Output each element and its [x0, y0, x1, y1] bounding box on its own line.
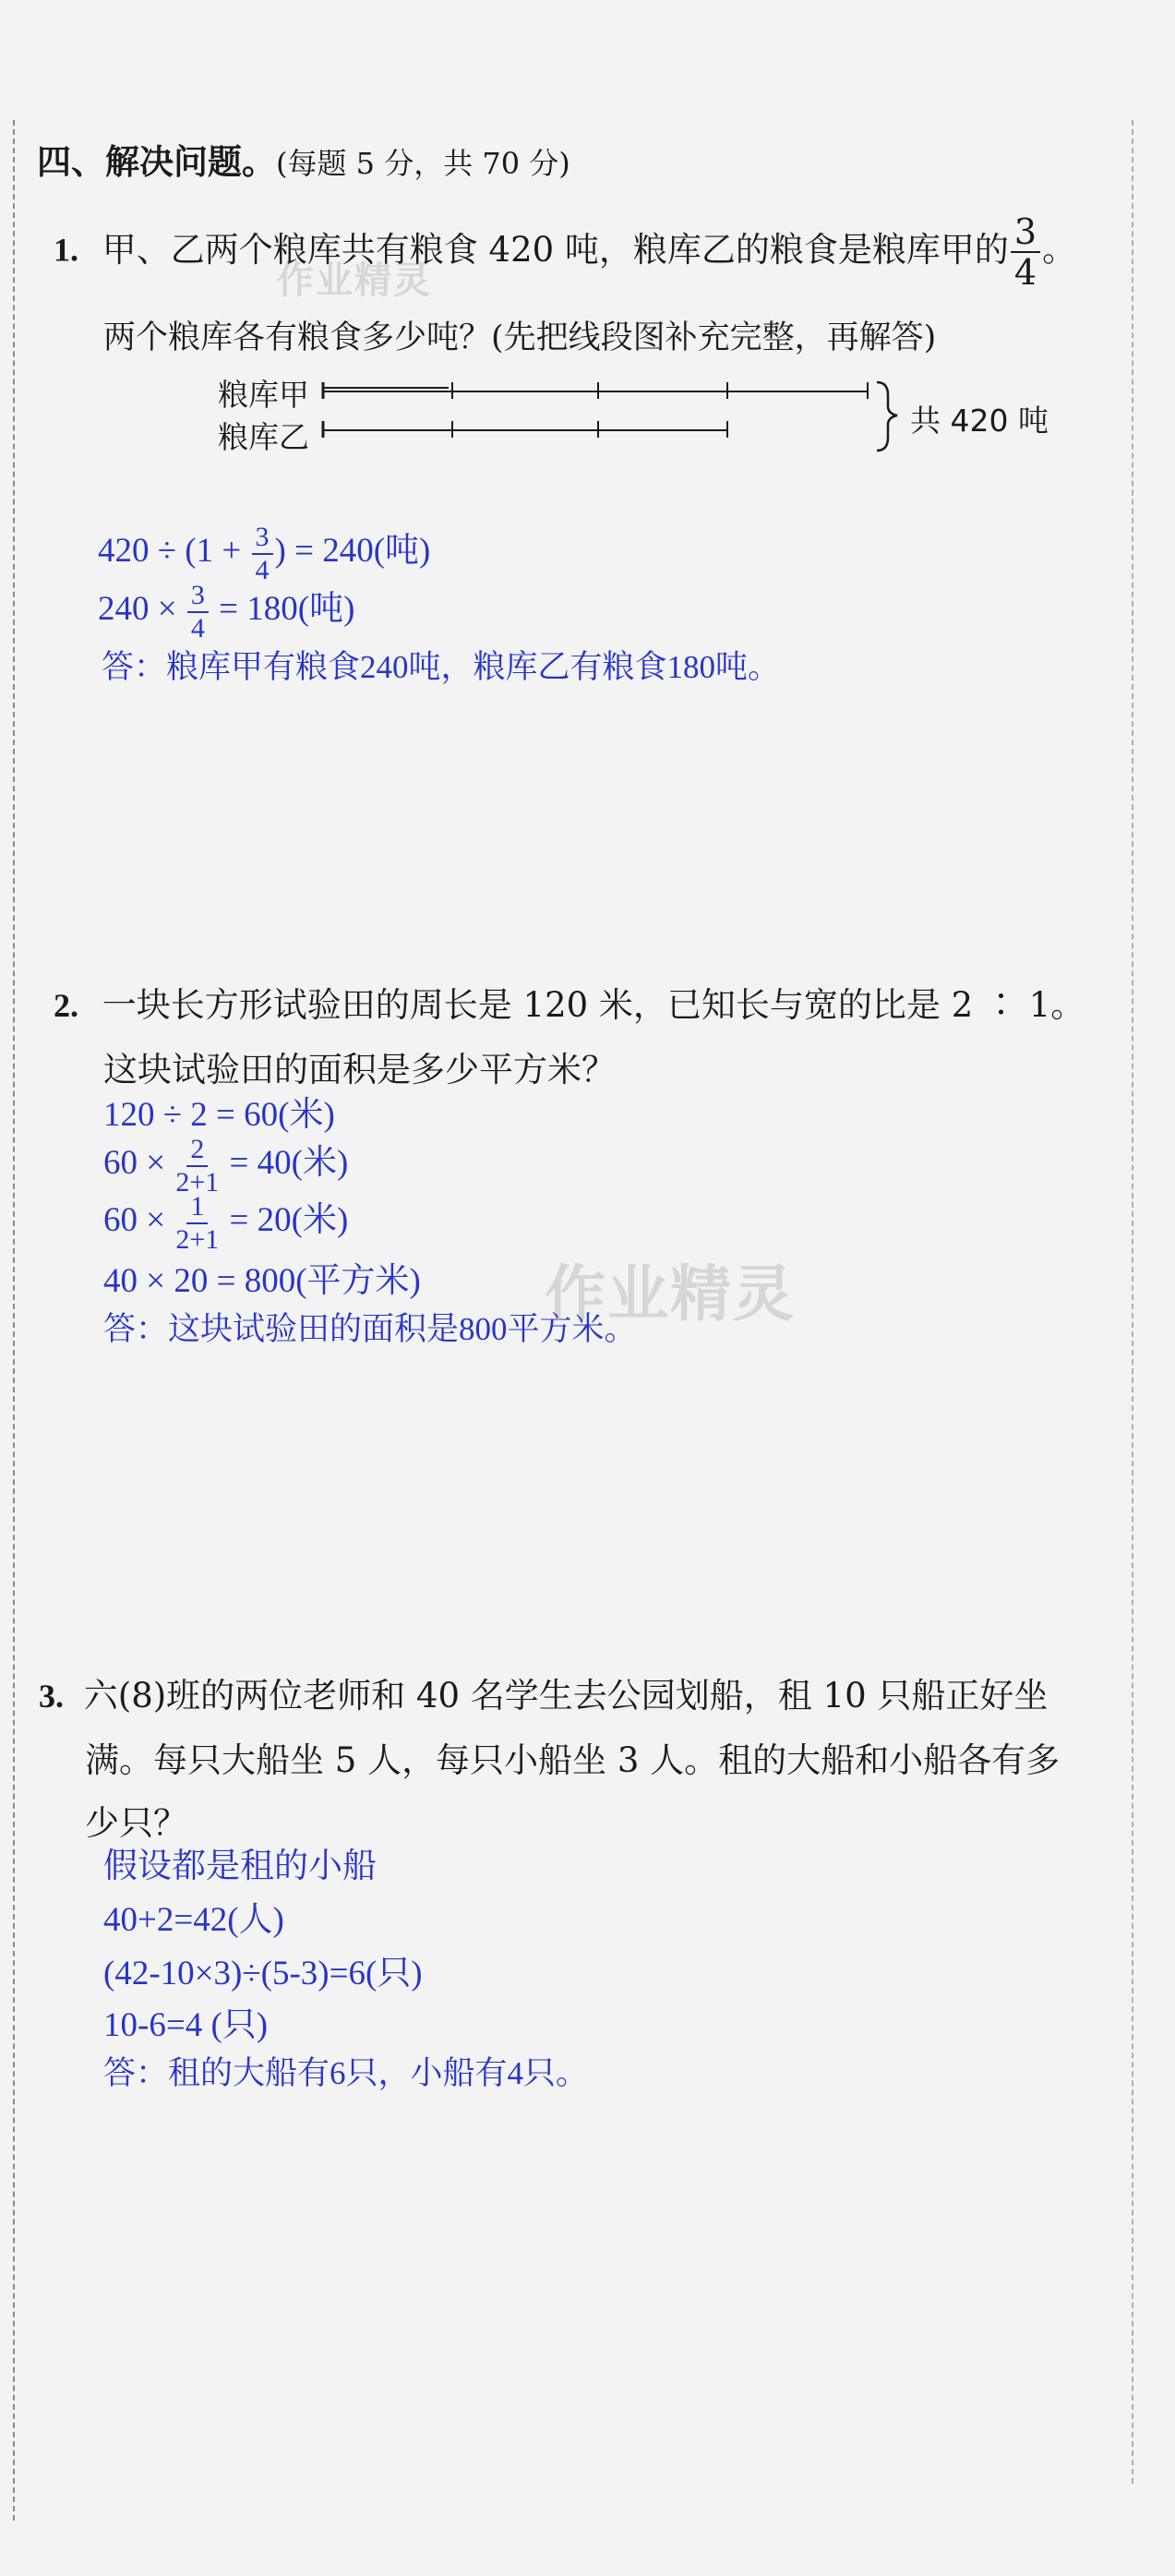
question-3-number: 3. [39, 1678, 64, 1715]
answer-fraction [252, 521, 273, 585]
answer-text: 60 × [103, 1201, 174, 1239]
question-3-line-1 [39, 1667, 1048, 1717]
question-2-line-1 [54, 977, 1085, 1027]
diagram-total-label: 共 420 吨 [910, 403, 1049, 439]
answer-text: = 180(吨) [210, 590, 355, 628]
answer-text: 420 ÷ (1 + [98, 532, 250, 570]
answer-2-line-2 [103, 1134, 348, 1197]
fraction-numerator: 3 [187, 582, 209, 613]
fraction-numerator: 3 [252, 524, 273, 555]
answer-text: 240 × [98, 590, 186, 628]
answer-3-line-5: 答：租的大船有6只，小船有4只。 [103, 2055, 589, 2091]
watermark: 作业精灵 [277, 259, 432, 302]
answer-text: ) = 240(吨) [274, 532, 431, 570]
fraction-denominator: 4 [190, 612, 205, 644]
answer-2-line-5: 答：这块试验田的面积是800平方米。 [103, 1311, 637, 1347]
fraction-denominator: 2+1 [175, 1223, 220, 1255]
question-1-text-a: 甲、乙两个粮库共有粮食 420 吨，粮库乙的粮食是粮库甲的 [102, 229, 1009, 270]
question-1-line-2: 两个粮库各有粮食多少吨？(先把线段图补充完整，再解答) [103, 319, 937, 356]
answer-2-line-4: 40 × 20 = 800(平方米) [103, 1262, 421, 1300]
answer-3-line-3: (42-10×3)÷(5-3)=6(只) [103, 1955, 423, 1992]
question-3-text: 六(8)班的两位老师和 40 名学生去公园划船，租 10 只船正好坐 [83, 1676, 1049, 1715]
diagram-label-b: 粮库乙 [218, 419, 309, 455]
question-1-number: 1. [54, 231, 78, 269]
section-title: 四、解决问题。 [37, 141, 276, 182]
answer-1-line-2 [98, 580, 354, 643]
question-1-text-b: 。 [1042, 229, 1077, 270]
answer-text: = 20(米) [221, 1201, 349, 1239]
question-3-line-3: 少只？ [85, 1803, 187, 1843]
answer-2-line-1: 120 ÷ 2 = 60(米) [103, 1096, 335, 1134]
fraction-numerator: 1 [186, 1193, 208, 1224]
fraction-denominator: 4 [255, 554, 270, 585]
answer-text: 60 × [103, 1144, 174, 1182]
fraction-denominator: 2+1 [175, 1166, 220, 1198]
answer-1-line-3: 答：粮库甲有粮食240吨，粮库乙有粮食180吨。 [102, 649, 781, 685]
left-fold-line [13, 120, 15, 2521]
fraction-denominator: 4 [1013, 252, 1037, 293]
answer-1-line-1 [98, 522, 430, 584]
question-2-line-2: 这块试验田的面积是多少平方米？ [103, 1050, 616, 1089]
answer-text: = 40(米) [221, 1144, 349, 1182]
question-1-fraction [1011, 211, 1040, 293]
question-2-text: 一块长方形试验田的周长是 120 米，已知长与宽的比是 2 ∶ 1。 [102, 985, 1085, 1025]
fraction-numerator: 3 [1011, 214, 1040, 253]
answer-2-line-3 [103, 1191, 348, 1254]
answer-3-line-4: 10-6=4 (只) [103, 2006, 269, 2044]
answer-fraction [175, 1133, 220, 1198]
diagram-brace [877, 382, 897, 451]
answer-3-line-1: 假设都是租的小船 [103, 1848, 377, 1885]
answer-3-line-2: 40+2=42(人) [103, 1901, 284, 1939]
fraction-numerator: 2 [186, 1136, 208, 1167]
diagram-label-a: 粮库甲 [218, 377, 309, 413]
answer-fraction [187, 579, 209, 644]
question-1-line-1 [54, 211, 1077, 293]
question-3-line-2: 满。每只大船坐 5 人，每只小船坐 3 人。租的大船和小船各有多 [85, 1740, 1061, 1780]
section-score-note: (每题 5 分，共 70 分) [276, 146, 570, 181]
watermark: 作业精灵 [545, 1258, 796, 1330]
right-fold-line [1132, 120, 1133, 2484]
section-header [37, 134, 570, 184]
answer-fraction [175, 1190, 220, 1255]
question-2-number: 2. [54, 987, 78, 1024]
